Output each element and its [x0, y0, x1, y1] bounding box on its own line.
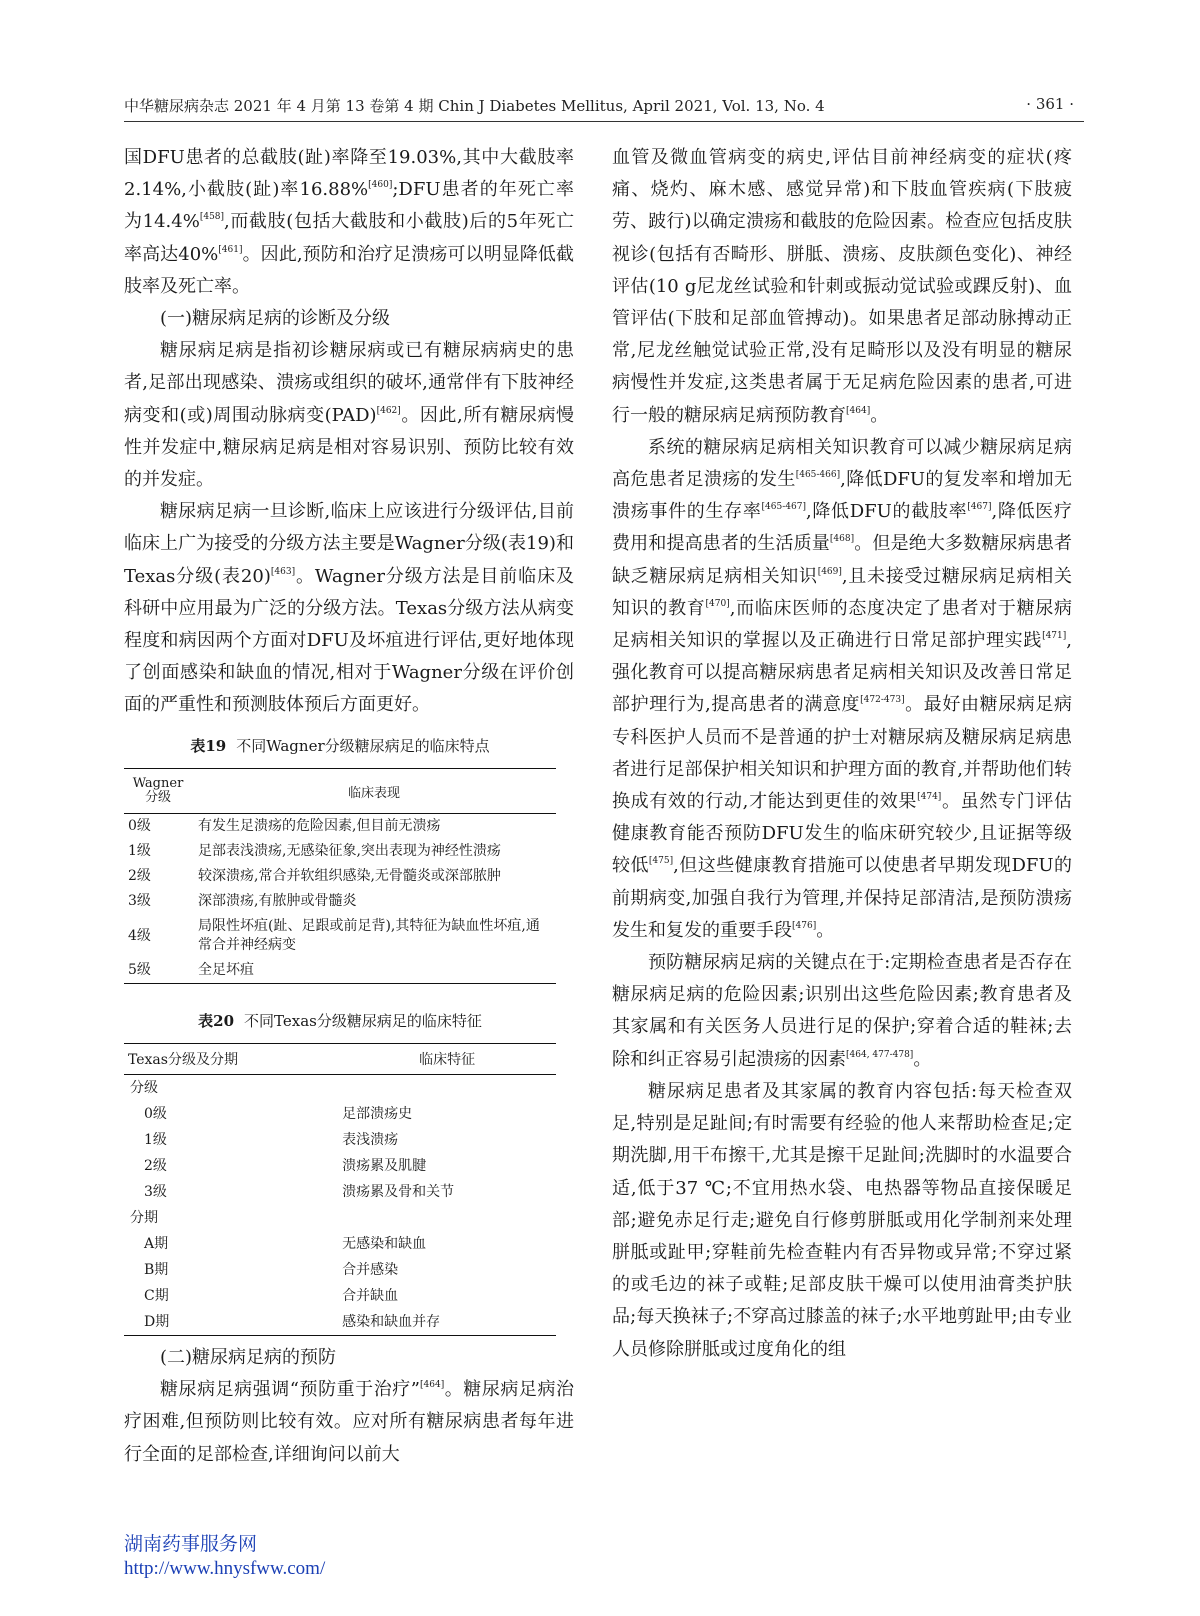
citation[interactable]: [460]: [368, 180, 393, 191]
citation[interactable]: [465-467]: [761, 502, 806, 513]
column-header: Texas分级及分期: [124, 1044, 338, 1075]
citation[interactable]: [464, 477-478]: [846, 1049, 914, 1060]
wagner-table: [124, 768, 556, 984]
citation[interactable]: [471]: [1042, 631, 1067, 642]
table-row: 3级 深部溃疡,有脓肿或骨髓炎: [128, 893, 357, 909]
citation[interactable]: [476]: [792, 920, 817, 931]
table-row: 2级 溃疡累及肌腱: [144, 1158, 427, 1174]
journal-citation: 中华糖尿病杂志 2021 年 4 月第 13 卷第 4 期 Chin J Diabetes Mellitus, April 2021, Vol. 13, No. 4: [124, 97, 825, 115]
table-20: [124, 1010, 556, 1336]
table-row: 0级 有发生足溃疡的危险因素,但目前无溃疡: [128, 818, 441, 834]
column-header: 临床特征: [338, 1044, 556, 1075]
site-name: 湖南药事服务网: [124, 1534, 258, 1555]
section-heading: (一)糖尿病足病的诊断及分级: [160, 308, 391, 330]
citation[interactable]: [470]: [705, 598, 730, 609]
citation[interactable]: [474]: [917, 792, 942, 803]
table-row: B期 合并感染: [144, 1262, 399, 1278]
table-title: 表20 不同Texas分级糖尿病足的临床特征: [198, 1012, 482, 1030]
paragraph: 系统的糖尿病足病相关知识教育可以减少糖尿病足病高危患者足溃疡的发生[465-466],降低DFU的复发率和增加无溃疡事件的生存率[465-467],降低DFU的截肢率[467],降低医疗费用和提高患者的生活质量[468]。但是绝大多数糖尿病患者缺乏糖尿病足病相关知识[469],且未接受过糖尿病足病相关知识的教育[470],而临床医师的态度决定了患者对于糖尿病足病相关知识的掌握以及正确进行日常足部护理实践[471],强化教育可以提高糖尿病患者足病相关知识及改善日常足部护理行为,提高患者的满意度[472-473]。最好由糖尿病足病专科医护人员而不是普通的护士对糖尿病及糖尿病足病患者进行足部保护相关知识和护理方面的教育,并帮助他们转换成有效的行动,才能达到更佳的效果[474]。虽然专门评估健康教育能否预防DFU发生的临床研究较少,且证据等级较低[475],但这些健康教育措施可以使患者早期发现DFU的前期病变,加强自我行为管理,并保持足部清洁,是预防溃疡发生和复发的重要手段[476]。: [612, 436, 1073, 941]
citation[interactable]: [472-473]: [860, 695, 905, 706]
citation[interactable]: [464]: [420, 1380, 445, 1391]
citation[interactable]: [468]: [829, 534, 855, 545]
citation[interactable]: [464]: [846, 405, 871, 416]
paragraph: 糖尿病足病一旦诊断,临床上应该进行分级评估,目前临床上广为接受的分级方法主要是Wagner分级(表19)和Texas分级(表20)[463]。Wagner分级方法是目前临床及科研中应用最为广泛的分级方法。Texas分级方法从病变程度和病因两个方面对DFU及坏疽进行评估,更好地体现了创面感染和缺血的情况,相对于Wagner分级在评价创面的严重性和预测肢体预后方面更好。: [124, 501, 574, 716]
table-row: A期 无感染和缺血: [144, 1236, 427, 1252]
running-header: [124, 95, 1084, 119]
table-row: 0级 足部溃疡史: [144, 1106, 413, 1122]
site-url[interactable]: http://www.hnysfww.com/: [124, 1558, 326, 1579]
citation[interactable]: [465-466]: [795, 470, 841, 481]
site-watermark: [124, 1533, 325, 1581]
right-column: [612, 142, 1072, 1366]
texas-table: [124, 1043, 556, 1336]
paragraph: 糖尿病足病强调“预防重于治疗”[464]。糖尿病足病治疗困难,但预防则比较有效。应对所有糖尿病患者每年进行全面的足部检查,详细询问以前大: [124, 1379, 574, 1465]
table-row: 4级 局限性坏疽(趾、足跟或前足背),其特征为缺血性坏疽,通常合并神经病变: [128, 918, 540, 953]
table-row: 2级 较深溃疡,常合并软组织感染,无骨髓炎或深部脓肿: [128, 868, 501, 884]
table-group-row: 分级: [130, 1080, 158, 1096]
table-title: 表19 不同Wagner分级糖尿病足的临床特点: [190, 737, 490, 755]
paragraph: 糖尿病足病是指初诊糖尿病或已有糖尿病病史的患者,足部出现感染、溃疡或组织的破坏,通常伴有下肢神经病变和(或)周围动脉病变(PAD)[462]。因此,所有糖尿病慢性并发症中,糖尿病足病是相对容易识别、预防比较有效的并发症。: [124, 340, 574, 491]
citation[interactable]: [462]: [376, 405, 401, 416]
citation[interactable]: [463]: [270, 566, 296, 577]
paragraph: 糖尿病足患者及其家属的教育内容包括:每天检查双足,特别是足趾间;有时需要有经验的他人来帮助检查足;定期洗脚,用干布擦干,尤其是擦干足趾间;洗脚时的水温要合适,低于37 ℃;不宜用热水袋、电热器等物品直接保暖足部;避免赤足行走;避免自行修剪胼胝或用化学制剂来处理胼胝或趾甲;穿鞋前先检查鞋内有否异物或异常;不穿过紧的或毛边的袜子或鞋;足部皮肤干燥可以使用油膏类护肤品;每天换袜子;不穿高过膝盖的袜子;水平地剪趾甲;由专业人员修除胼胝或过度角化的组: [612, 1080, 1072, 1360]
table-group-row: 分期: [130, 1210, 158, 1226]
table-row: 1级 表浅溃疡: [144, 1132, 399, 1148]
page-number: · 361 ·: [1026, 95, 1074, 113]
table-19: [124, 735, 556, 984]
column-header: Wagner 分级: [124, 769, 192, 814]
citation[interactable]: [461]: [218, 244, 243, 255]
citation[interactable]: [469]: [817, 566, 842, 577]
table-row: 1级 足部表浅溃疡,无感染征象,突出表现为神经性溃疡: [128, 843, 501, 859]
citation[interactable]: [475]: [648, 856, 674, 867]
column-header: 临床表现: [192, 769, 556, 814]
section-heading: (二)糖尿病足病的预防: [160, 1347, 337, 1368]
left-column-bottom: [124, 1342, 574, 1471]
paragraph: 预防糖尿病足病的关键点在于:定期检查患者是否存在糖尿病足病的危险因素;识别出这些危险因素;教育患者及其家属和有关医务人员进行足的保护;穿着合适的鞋袜;去除和纠正容易引起溃疡的因素[464, 477-478]。: [612, 952, 1072, 1070]
header-rule: [124, 121, 1084, 122]
paragraph: 国DFU患者的总截肢(趾)率降至19.03%,其中大截肢率2.14%,小截肢(趾)率16.88%[460];DFU患者的年死亡率为14.4%[458],而截肢(包括大截肢和小截肢)后的5年死亡率高达40%[461]。因此,预防和治疗足溃疡可以明显降低截肢率及死亡率。: [124, 147, 575, 297]
citation[interactable]: [467]: [967, 502, 992, 513]
left-column-top: [124, 142, 574, 722]
table-row: 3级 溃疡累及骨和关节: [144, 1184, 455, 1200]
table-row: C期 合并缺血: [144, 1288, 399, 1304]
table-row: 5级 全足坏疽: [124, 958, 556, 984]
table-row: D期 感染和缺血并存: [124, 1309, 556, 1336]
citation[interactable]: [458]: [199, 212, 225, 223]
paragraph: 血管及微血管病变的病史,评估目前神经病变的症状(疼痛、烧灼、麻木感、感觉异常)和下肢血管疾病(下肢疲劳、跛行)以确定溃疡和截肢的危险因素。检查应包括皮肤视诊(包括有否畸形、胼胝、溃疡、皮肤颜色变化)、神经评估(10 g尼龙丝试验和针刺或振动觉试验或踝反射)、血管评估(下肢和足部血管搏动)。如果患者足部动脉搏动正常,尼龙丝触觉试验正常,没有足畸形以及没有明显的糖尿病慢性并发症,这类患者属于无足病危险因素的患者,可进行一般的糖尿病足病预防教育[464]。: [612, 147, 1072, 426]
